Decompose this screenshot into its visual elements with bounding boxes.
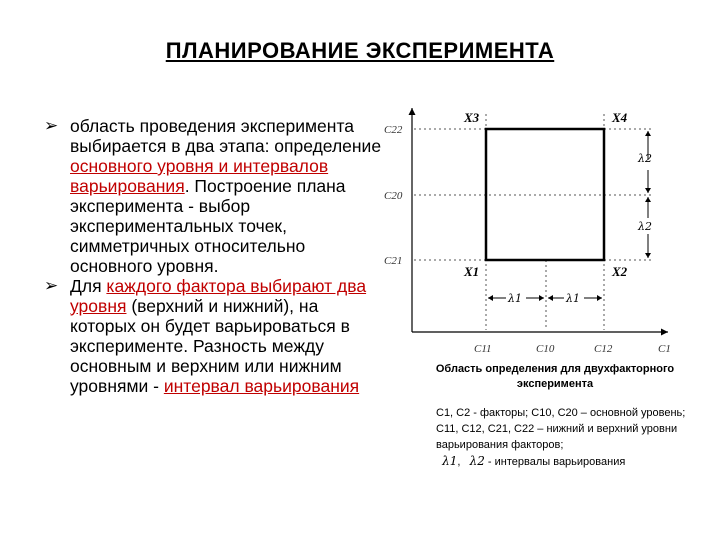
diagram-caption: Область определения для двухфакторного эксперимента xyxy=(435,363,675,390)
arrow-bullet-icon: ➢ xyxy=(44,276,59,296)
x-label-c10: C10 xyxy=(536,343,555,355)
y-label-c22: C22 xyxy=(384,124,403,136)
lambda1-symbol: λ1 xyxy=(442,454,458,468)
point-label-x3: X3 xyxy=(464,110,480,125)
bullet-text: область проведения эксперимента выбирается в два этапа: определение xyxy=(70,116,382,156)
note-line: С1, С2 - факторы; С10, С20 – основной уровень; С11, С12, С21, С22 – нижний и верхний уровни варьирования факторов; xyxy=(436,407,686,451)
arrow-bullet-icon: ➢ xyxy=(44,116,59,136)
y-label-c21: C21 xyxy=(384,255,403,267)
y-label-c20: C20 xyxy=(384,190,403,202)
bullet-text: (верхний и нижний), на которых он будет варьироваться в эксперименте. Разность между основным и верхним или нижним уровнями - xyxy=(70,296,350,396)
bullet-item-1 xyxy=(44,116,384,276)
lambda1-right-label: λ1 xyxy=(566,292,580,305)
point-label-x4: X4 xyxy=(612,110,628,125)
diagram-note xyxy=(436,405,686,470)
page-title: ПЛАНИРОВАНИЕ ЭКСПЕРИМЕНТА xyxy=(165,38,555,63)
note-line: - интервалы варьирования xyxy=(484,456,626,468)
lambda2-upper-label: λ2 xyxy=(638,152,652,165)
lambda2-lower-label: λ2 xyxy=(638,220,652,233)
bullet-text: Для xyxy=(70,276,107,296)
point-label-x2: X2 xyxy=(612,264,628,279)
highlighted-term: основного уровня и интервалов варьирования xyxy=(70,156,329,196)
highlighted-term: каждого фактора выбирают два уровня xyxy=(70,276,367,316)
x-label-c11: C11 xyxy=(474,343,492,355)
highlighted-term: интервал варьирования xyxy=(163,376,360,396)
point-label-x1: X1 xyxy=(464,264,480,279)
bullet-list xyxy=(44,116,384,396)
bullet-item-2 xyxy=(44,276,384,396)
note-separator: , xyxy=(457,456,461,468)
lambda2-symbol: λ2 xyxy=(469,454,485,468)
x-label-c1: C1 xyxy=(658,343,671,355)
factor-space-diagram xyxy=(376,100,676,362)
lambda1-left-label: λ1 xyxy=(508,292,522,305)
bullet-text: . Построение плана эксперимента - выбор экспериментальных точек, симметричных относительно основного уровня. xyxy=(70,176,346,276)
x-label-c12: C12 xyxy=(594,343,613,355)
